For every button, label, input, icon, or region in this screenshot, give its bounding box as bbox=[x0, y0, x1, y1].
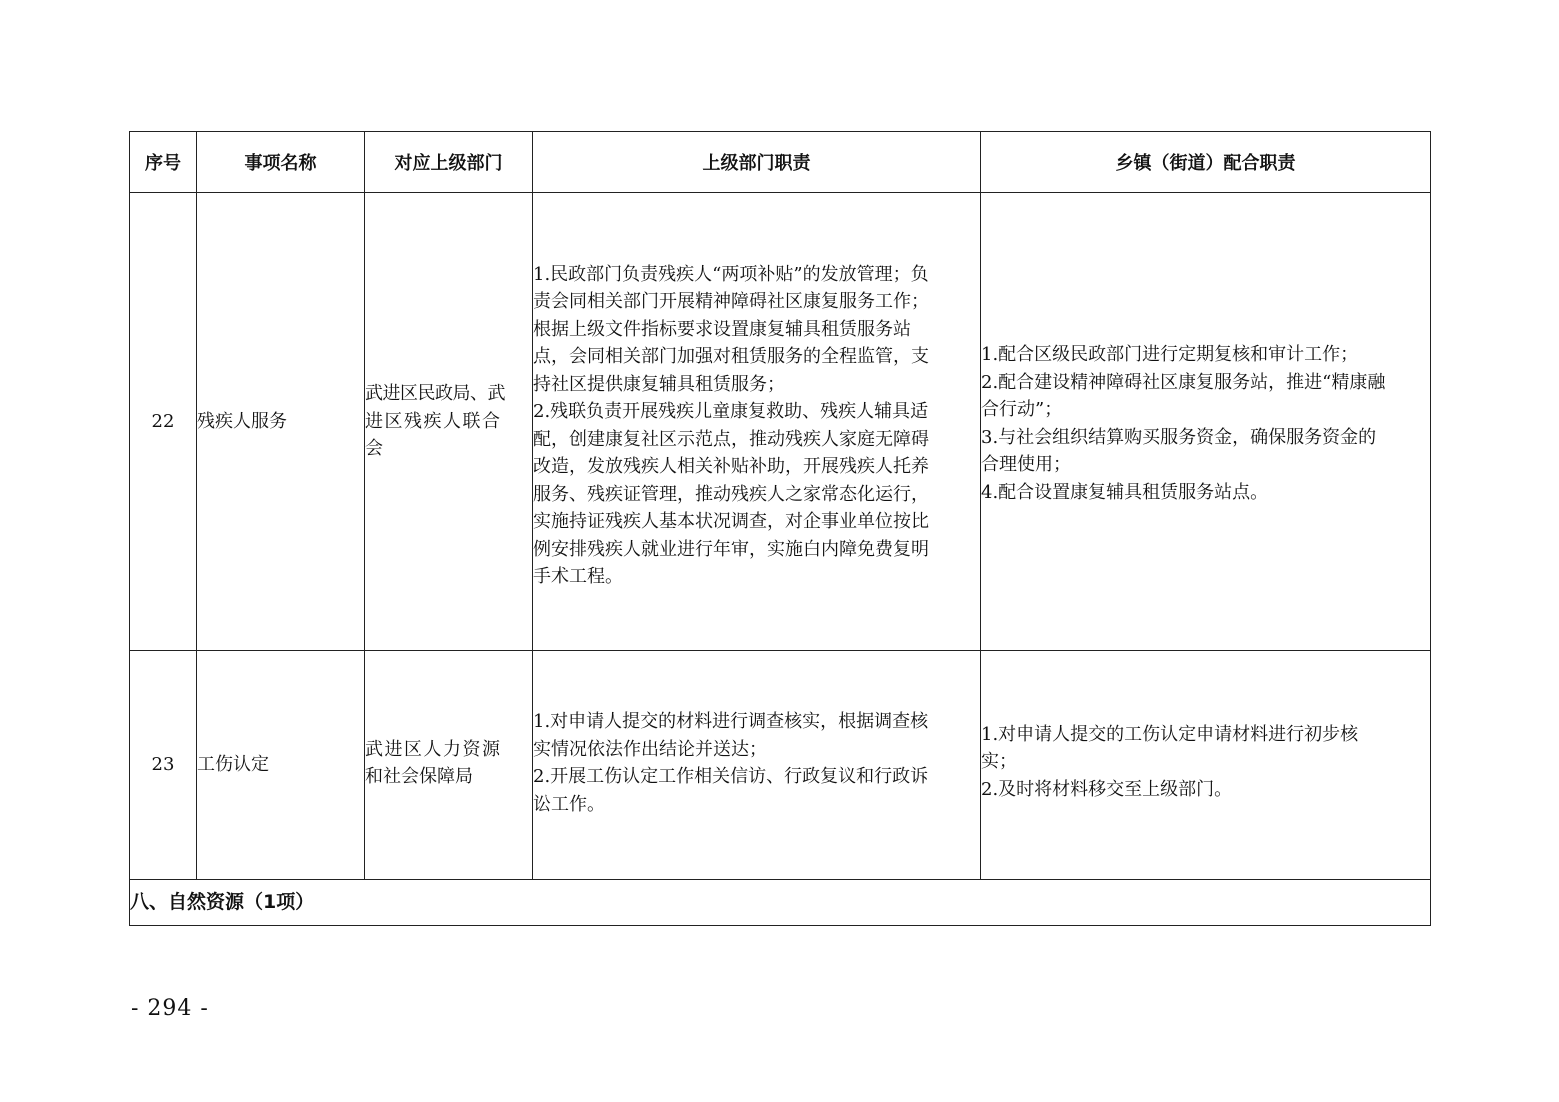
duty-line: 点，会同相关部门加强对租赁服务的全程监管，支 bbox=[533, 346, 929, 367]
table-row bbox=[130, 193, 1431, 651]
town-duty bbox=[981, 193, 1431, 651]
coop-line: 合理使用； bbox=[981, 454, 1071, 475]
row-number: 23 bbox=[130, 651, 197, 880]
duty-line: 手术工程。 bbox=[533, 566, 623, 587]
duty-line: 配，创建康复社区示范点，推动残疾人家庭无障碍 bbox=[533, 428, 929, 450]
upper-dept bbox=[365, 651, 533, 880]
coop-line: 合行动”； bbox=[981, 399, 1063, 420]
duty-line: 2.残联负责开展残疾儿童康复救助、残疾人辅具适 bbox=[533, 401, 929, 422]
page-number: - 294 - bbox=[131, 996, 209, 1021]
header-town-duty: 乡镇（街道）配合职责 bbox=[981, 132, 1431, 193]
dept-line: 和社会保障局 bbox=[365, 766, 473, 787]
coop-line: 2.配合建设精神障碍社区康复服务站，推进“精康融 bbox=[981, 371, 1386, 393]
dept-line: 进区残疾人联合 bbox=[365, 410, 502, 432]
duty-line: 持社区提供康复辅具租赁服务； bbox=[533, 373, 785, 395]
item-name: 残疾人服务 bbox=[197, 193, 365, 651]
header-row bbox=[130, 132, 1431, 193]
duty-line: 例安排残疾人就业进行年审，实施白内障免费复明 bbox=[533, 538, 929, 560]
coop-line: 3.与社会组织结算购买服务资金，确保服务资金的 bbox=[981, 426, 1377, 448]
coop-line: 2.及时将材料移交至上级部门。 bbox=[981, 778, 1233, 800]
dept-line: 武进区人力资源 bbox=[365, 738, 502, 760]
coop-line: 1.对申请人提交的工伤认定申请材料进行初步核 bbox=[981, 723, 1359, 745]
duty-line: 讼工作。 bbox=[533, 793, 605, 815]
town-duty bbox=[981, 651, 1431, 880]
table-row bbox=[130, 651, 1431, 880]
duty-line: 实施持证残疾人基本状况调查，对企事业单位按比 bbox=[533, 511, 929, 532]
coop-line: 实； bbox=[981, 751, 1017, 773]
coop-line: 4.配合设置康复辅具租赁服务站点。 bbox=[981, 481, 1269, 503]
header-seq: 序号 bbox=[130, 132, 197, 193]
duty-line: 2.开展工伤认定工作相关信访、行政复议和行政诉 bbox=[533, 766, 929, 787]
duty-line: 1.民政部门负责残疾人“两项补贴”的发放管理；负 bbox=[533, 263, 929, 285]
duty-line: 责会同相关部门开展精神障碍社区康复服务工作； bbox=[533, 291, 929, 312]
coop-line: 1.配合区级民政部门进行定期复核和审计工作； bbox=[981, 344, 1359, 365]
duty-table bbox=[129, 131, 1431, 926]
section-row bbox=[130, 880, 1431, 926]
duty-line: 实情况依法作出结论并送达； bbox=[533, 738, 767, 760]
header-item-name: 事项名称 bbox=[197, 132, 365, 193]
header-upper-duty: 上级部门职责 bbox=[533, 132, 981, 193]
row-number: 22 bbox=[130, 193, 197, 651]
section-title: 八、自然资源（1项） bbox=[130, 880, 1431, 926]
duty-line: 服务、残疾证管理，推动残疾人之家常态化运行， bbox=[533, 483, 929, 505]
duty-line: 1.对申请人提交的材料进行调查核实，根据调查核 bbox=[533, 711, 929, 732]
upper-duty bbox=[533, 651, 981, 880]
header-upper-dept: 对应上级部门 bbox=[365, 132, 533, 193]
duty-line: 根据上级文件指标要求设置康复辅具租赁服务站 bbox=[533, 318, 911, 340]
item-name: 工伤认定 bbox=[197, 651, 365, 880]
duty-line: 改造，发放残疾人相关补贴补助，开展残疾人托养 bbox=[533, 456, 929, 477]
dept-line: 武进区民政局、武 bbox=[365, 383, 505, 405]
dept-line: 会 bbox=[365, 438, 383, 460]
upper-duty bbox=[533, 193, 981, 651]
upper-dept bbox=[365, 193, 533, 651]
